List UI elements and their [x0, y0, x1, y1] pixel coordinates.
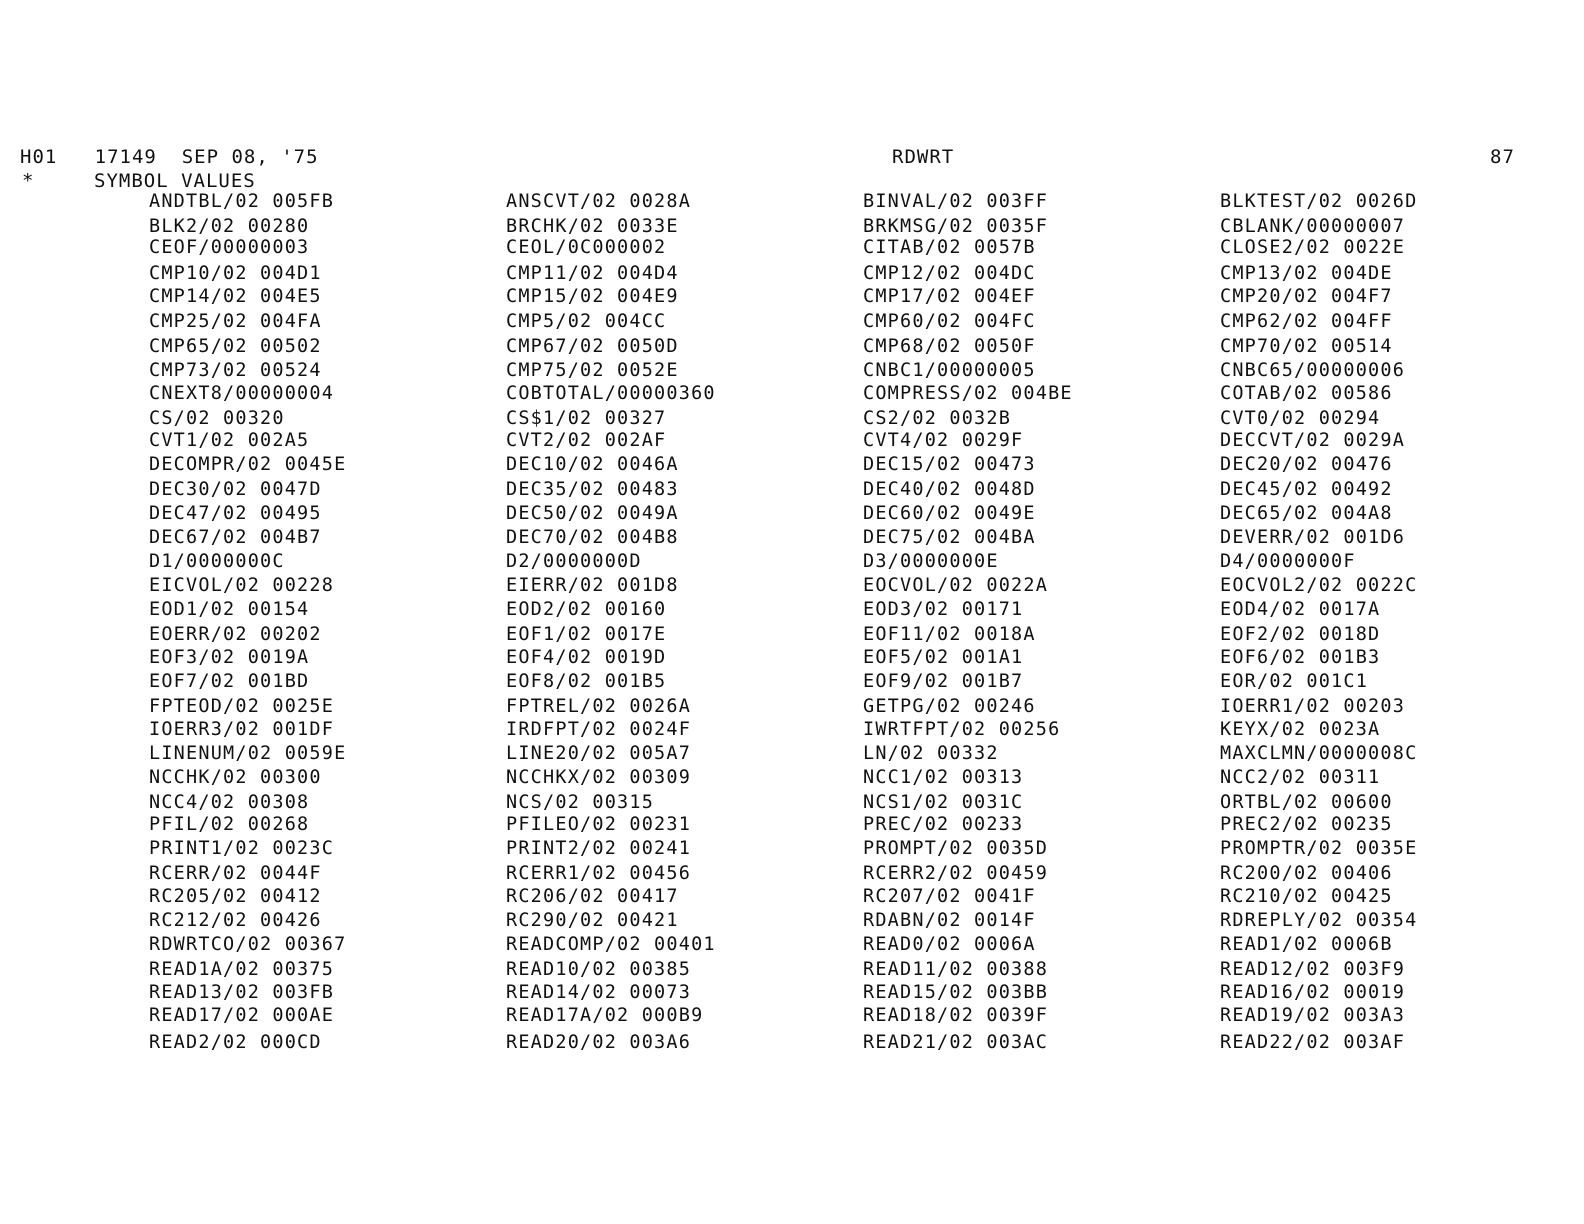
- symbol-entry: CMP12/02 004DC: [863, 263, 1036, 284]
- symbol-entry: CNBC1/00000005: [863, 360, 1036, 381]
- symbol-entry: NCC1/02 00313: [863, 767, 1024, 788]
- symbol-entry: DEC35/02 00483: [506, 479, 679, 500]
- symbol-entry: EOF7/02 001BD: [149, 671, 310, 692]
- symbol-entry: READ1/02 0006B: [1220, 934, 1393, 955]
- symbol-entry: PRINT1/02 0023C: [149, 838, 335, 859]
- symbol-entry: EOF9/02 001B7: [863, 671, 1024, 692]
- symbol-entry: EOF2/02 0018D: [1220, 624, 1381, 645]
- symbol-entry: CMP68/02 0050F: [863, 336, 1036, 357]
- symbol-entry: PROMPTR/02 0035E: [1220, 838, 1418, 859]
- symbol-entry: EICVOL/02 00228: [149, 575, 335, 596]
- symbol-entry: BLKTEST/02 0026D: [1220, 191, 1418, 212]
- symbol-entry: PFIL/02 00268: [149, 814, 310, 835]
- symbol-entry: DEC10/02 0046A: [506, 454, 679, 475]
- symbol-entry: D2/0000000D: [506, 551, 642, 572]
- symbol-entry: COMPRESS/02 004BE: [863, 383, 1073, 404]
- symbol-entry: ANSCVT/02 0028A: [506, 191, 692, 212]
- symbol-entry: CMP25/02 004FA: [149, 311, 322, 332]
- symbol-entry: DEC40/02 0048D: [863, 479, 1036, 500]
- symbol-entry: CMP20/02 004F7: [1220, 286, 1393, 307]
- symbol-entry: CEOF/00000003: [149, 237, 310, 258]
- symbol-entry: EOF1/02 0017E: [506, 624, 667, 645]
- symbol-entry: EOF6/02 001B3: [1220, 647, 1381, 668]
- symbol-entry: READ0/02 0006A: [863, 934, 1036, 955]
- symbol-entry: READ22/02 003AF: [1220, 1032, 1406, 1053]
- symbol-entry: CMP17/02 004EF: [863, 286, 1036, 307]
- symbol-entry: MAXCLMN/0000008C: [1220, 743, 1418, 764]
- symbol-entry: READ16/02 00019: [1220, 982, 1406, 1003]
- symbol-entry: READ13/02 003FB: [149, 982, 335, 1003]
- symbol-entry: CMP67/02 0050D: [506, 336, 679, 357]
- symbol-entry: LINENUM/02 0059E: [149, 743, 347, 764]
- symbol-entry: NCS/02 00315: [506, 792, 655, 813]
- symbol-entry: EOF5/02 001A1: [863, 647, 1024, 668]
- symbol-entry: D4/0000000F: [1220, 551, 1356, 572]
- symbol-entry: CLOSE2/02 0022E: [1220, 237, 1406, 258]
- symbol-entry: CMP75/02 0052E: [506, 360, 679, 381]
- symbol-entry: CMP60/02 004FC: [863, 311, 1036, 332]
- symbol-entry: PROMPT/02 0035D: [863, 838, 1049, 859]
- symbol-entry: CMP5/02 004CC: [506, 311, 667, 332]
- symbol-entry: EOF4/02 0019D: [506, 647, 667, 668]
- symbol-entry: CMP15/02 004E9: [506, 286, 679, 307]
- symbol-entry: DECOMPR/02 0045E: [149, 454, 347, 475]
- symbol-entry: DEC50/02 0049A: [506, 503, 679, 524]
- symbol-entry: RCERR2/02 00459: [863, 863, 1049, 884]
- symbol-entry: CVT0/02 00294: [1220, 408, 1381, 429]
- symbol-entry: IOERR3/02 001DF: [149, 719, 335, 740]
- symbol-entry: CS2/02 0032B: [863, 408, 1012, 429]
- symbol-entry: EOD2/02 00160: [506, 599, 667, 620]
- symbol-entry: EOF8/02 001B5: [506, 671, 667, 692]
- symbol-entry: BRKMSG/02 0035F: [863, 216, 1049, 237]
- symbol-entry: READ2/02 000CD: [149, 1032, 322, 1053]
- header-job-info: H01 17149 SEP 08, '75: [20, 146, 319, 168]
- header-page-number: 87: [1490, 146, 1515, 168]
- symbol-entry: RCERR1/02 00456: [506, 863, 692, 884]
- symbol-entry: DEC30/02 0047D: [149, 479, 322, 500]
- symbol-entry: CVT4/02 0029F: [863, 430, 1024, 451]
- symbol-entry: RC290/02 00421: [506, 910, 679, 931]
- symbol-entry: READ21/02 003AC: [863, 1032, 1049, 1053]
- symbol-entry: CMP70/02 00514: [1220, 336, 1393, 357]
- symbol-entry: READ20/02 003A6: [506, 1032, 692, 1053]
- symbol-entry: CMP14/02 004E5: [149, 286, 322, 307]
- symbol-entry: NCC4/02 00308: [149, 792, 310, 813]
- symbol-entry: NCCHK/02 00300: [149, 767, 322, 788]
- symbol-entry: COBTOTAL/00000360: [506, 383, 716, 404]
- symbol-entry: EOCVOL2/02 0022C: [1220, 575, 1418, 596]
- symbol-entry: READ14/02 00073: [506, 982, 692, 1003]
- symbol-entry: EIERR/02 001D8: [506, 575, 679, 596]
- symbol-entry: DEC60/02 0049E: [863, 503, 1036, 524]
- symbol-entry: NCCHKX/02 00309: [506, 767, 692, 788]
- symbol-entry: READ17/02 000AE: [149, 1005, 335, 1026]
- symbol-entry: IRDFPT/02 0024F: [506, 719, 692, 740]
- symbol-entry: DEVERR/02 001D6: [1220, 527, 1406, 548]
- symbol-entry: LINE20/02 005A7: [506, 743, 692, 764]
- symbol-entry: ANDTBL/02 005FB: [149, 191, 335, 212]
- symbol-entry: DEC67/02 004B7: [149, 527, 322, 548]
- symbol-entry: IWRTFPT/02 00256: [863, 719, 1061, 740]
- symbol-entry: CEOL/0C000002: [506, 237, 667, 258]
- symbol-entry: CVT2/02 002AF: [506, 430, 667, 451]
- symbol-entry: FPTREL/02 0026A: [506, 696, 692, 717]
- symbol-entry: ORTBL/02 00600: [1220, 792, 1393, 813]
- symbol-entry: IOERR1/02 00203: [1220, 696, 1406, 717]
- symbol-entry: READ18/02 0039F: [863, 1005, 1049, 1026]
- symbol-entry: RC206/02 00417: [506, 886, 679, 907]
- symbol-entry: NCS1/02 0031C: [863, 792, 1024, 813]
- symbol-entry: EOD3/02 00171: [863, 599, 1024, 620]
- symbol-entry: EOD4/02 0017A: [1220, 599, 1381, 620]
- symbol-entry: RDABN/02 0014F: [863, 910, 1036, 931]
- symbol-entry: READ12/02 003F9: [1220, 959, 1406, 980]
- symbol-entry: D3/0000000E: [863, 551, 999, 572]
- header-program-name: RDWRT: [892, 146, 955, 168]
- symbol-entry: RCERR/02 0044F: [149, 863, 322, 884]
- symbol-entry: FPTEOD/02 0025E: [149, 696, 335, 717]
- symbol-entry: CMP65/02 00502: [149, 336, 322, 357]
- symbol-entry: D1/0000000C: [149, 551, 285, 572]
- symbol-entry: RC207/02 0041F: [863, 886, 1036, 907]
- symbol-entry: CVT1/02 002A5: [149, 430, 310, 451]
- symbol-entry: PRINT2/02 00241: [506, 838, 692, 859]
- symbol-entry: READCOMP/02 00401: [506, 934, 716, 955]
- symbol-entry: BRCHK/02 0033E: [506, 216, 679, 237]
- symbol-entry: CNEXT8/00000004: [149, 383, 335, 404]
- symbol-entry: RDREPLY/02 00354: [1220, 910, 1418, 931]
- section-title: SYMBOL VALUES: [94, 170, 256, 192]
- symbol-entry: READ17A/02 000B9: [506, 1005, 704, 1026]
- symbol-entry: DEC20/02 00476: [1220, 454, 1393, 475]
- symbol-entry: COTAB/02 00586: [1220, 383, 1393, 404]
- symbol-entry: CMP13/02 004DE: [1220, 263, 1393, 284]
- symbol-entry: KEYX/02 0023A: [1220, 719, 1381, 740]
- symbol-entry: BLK2/02 00280: [149, 216, 310, 237]
- symbol-entry: RC212/02 00426: [149, 910, 322, 931]
- symbol-entry: RDWRTCO/02 00367: [149, 934, 347, 955]
- symbol-entry: DEC47/02 00495: [149, 503, 322, 524]
- symbol-entry: CS$1/02 00327: [506, 408, 667, 429]
- symbol-entry: GETPG/02 00246: [863, 696, 1036, 717]
- symbol-entry: EOF3/02 0019A: [149, 647, 310, 668]
- symbol-entry: READ19/02 003A3: [1220, 1005, 1406, 1026]
- symbol-entry: EOF11/02 0018A: [863, 624, 1036, 645]
- symbol-entry: BINVAL/02 003FF: [863, 191, 1049, 212]
- symbol-entry: EOR/02 001C1: [1220, 671, 1369, 692]
- symbol-entry: DECCVT/02 0029A: [1220, 430, 1406, 451]
- symbol-entry: CS/02 00320: [149, 408, 285, 429]
- symbol-entry: RC205/02 00412: [149, 886, 322, 907]
- symbol-entry: RC210/02 00425: [1220, 886, 1393, 907]
- symbol-entry: READ10/02 00385: [506, 959, 692, 980]
- symbol-entry: DEC70/02 004B8: [506, 527, 679, 548]
- symbol-entry: CMP10/02 004D1: [149, 263, 322, 284]
- symbol-entry: CMP73/02 00524: [149, 360, 322, 381]
- symbol-entry: PFILEO/02 00231: [506, 814, 692, 835]
- symbol-entry: DEC65/02 004A8: [1220, 503, 1393, 524]
- symbol-entry: RC200/02 00406: [1220, 863, 1393, 884]
- symbol-entry: DEC75/02 004BA: [863, 527, 1036, 548]
- symbol-entry: LN/02 00332: [863, 743, 999, 764]
- symbol-entry: EOERR/02 00202: [149, 624, 322, 645]
- symbol-entry: READ15/02 003BB: [863, 982, 1049, 1003]
- symbol-entry: NCC2/02 00311: [1220, 767, 1381, 788]
- symbol-entry: DEC15/02 00473: [863, 454, 1036, 475]
- symbol-entry: EOCVOL/02 0022A: [863, 575, 1049, 596]
- symbol-entry: READ11/02 00388: [863, 959, 1049, 980]
- symbol-entry: CMP11/02 004D4: [506, 263, 679, 284]
- symbol-entry: CBLANK/00000007: [1220, 216, 1406, 237]
- symbol-entry: CITAB/02 0057B: [863, 237, 1036, 258]
- symbol-entry: PREC2/02 00235: [1220, 814, 1393, 835]
- symbol-entry: PREC/02 00233: [863, 814, 1024, 835]
- symbol-entry: EOD1/02 00154: [149, 599, 310, 620]
- section-marker: *: [22, 170, 35, 192]
- symbol-entry: CMP62/02 004FF: [1220, 311, 1393, 332]
- symbol-entry: DEC45/02 00492: [1220, 479, 1393, 500]
- symbol-entry: CNBC65/00000006: [1220, 360, 1406, 381]
- symbol-entry: READ1A/02 00375: [149, 959, 335, 980]
